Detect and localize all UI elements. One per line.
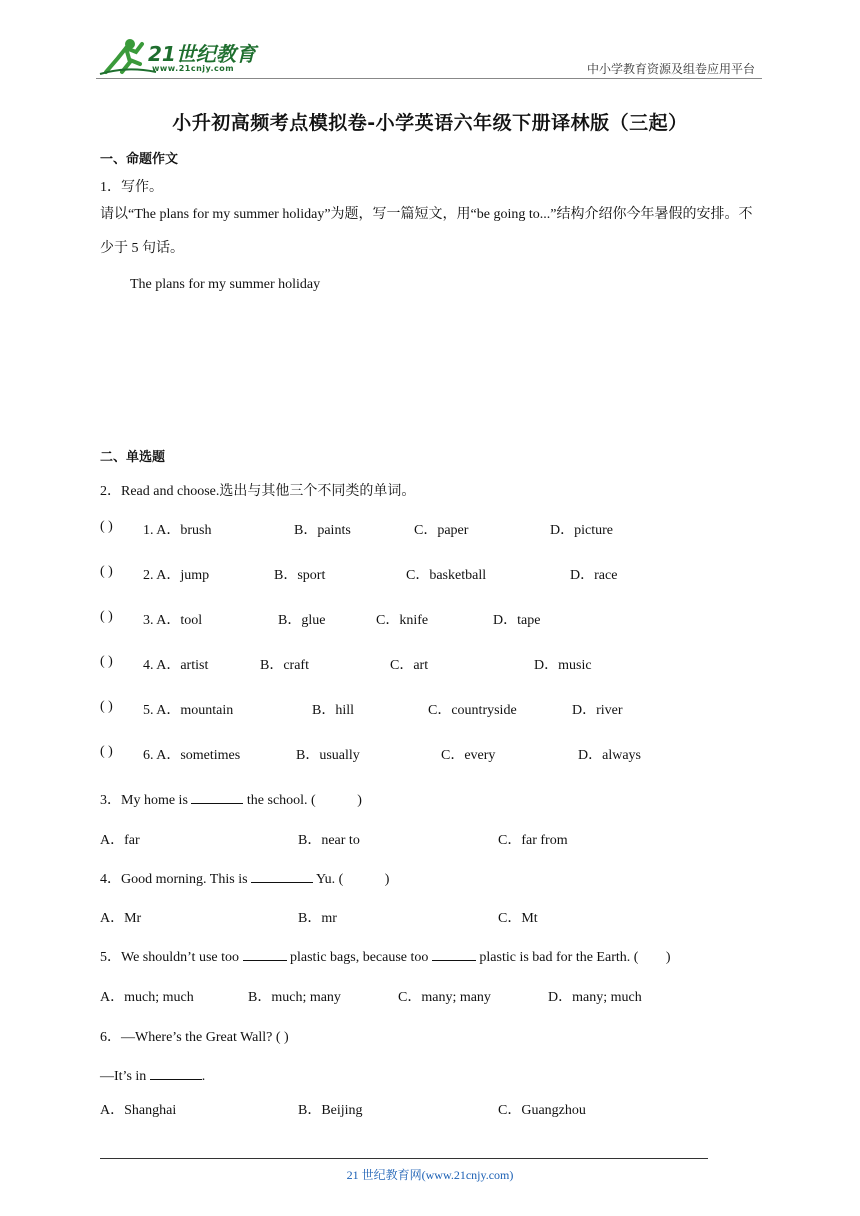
option-c: C．Mt — [498, 911, 538, 926]
page-title: 小升初高频考点模拟卷-小学英语六年级下册译林版（三起） — [172, 112, 688, 134]
question-1-prompt: 请以“The plans for my summer holiday”为题，写一篇短文，用“be going to...”结构介绍你今年暑假的安排。不少于 5 句话。 — [100, 207, 753, 256]
stem-part: ) — [357, 793, 362, 808]
option-c: C．far from — [498, 833, 568, 848]
question-2-item-6 — [0, 744, 860, 764]
stem-part: plastic is bad for the Earth. ( — [479, 950, 639, 965]
option-b: B．Beijing — [298, 1103, 363, 1118]
option-a: 5. A．mountain — [143, 703, 234, 718]
option-a: 6. A．sometimes — [143, 748, 241, 763]
option-b: B．near to — [298, 833, 360, 848]
option-a: A．Mr — [100, 911, 142, 926]
answer-paren[interactable]: ( ) — [100, 744, 113, 759]
stem-part: 3．My home is — [100, 793, 188, 808]
option-c: C．knife — [376, 613, 429, 628]
footer-divider — [100, 1158, 708, 1159]
option-b: B．usually — [296, 748, 360, 763]
question-1-number: 1．写作。 — [100, 180, 163, 195]
stem-part: —It’s in — [100, 1069, 147, 1084]
option-a: A．Shanghai — [100, 1103, 177, 1118]
header-platform-text: 中小学教育资源及组卷应用平台 — [586, 62, 755, 76]
question-2-item-4 — [0, 654, 860, 674]
stem-part: plastic bags, because too — [290, 950, 429, 965]
option-c: C．art — [390, 658, 429, 673]
question-6-answer-line — [100, 1065, 205, 1085]
option-c: C．basketball — [406, 568, 487, 583]
option-a: A．much; much — [100, 990, 194, 1005]
option-c: C．countryside — [428, 703, 517, 718]
fill-blank[interactable] — [251, 868, 313, 883]
option-c: C．Guangzhou — [498, 1103, 586, 1118]
logo-main-text: 21世纪教育 — [148, 42, 256, 66]
footer-link[interactable]: 21 世纪教育网(www.21cnjy.com) — [346, 1168, 514, 1182]
question-2-stem: 2．Read and choose.选出与其他三个不同类的单词。 — [100, 484, 416, 499]
option-a: 1. A．brush — [143, 523, 212, 538]
option-a: A．far — [100, 833, 140, 848]
stem-part: Yu. ( — [316, 872, 344, 887]
question-4-options — [0, 907, 860, 927]
answer-paren[interactable]: ( ) — [100, 609, 113, 624]
option-d: D．many; much — [548, 990, 642, 1005]
question-6-stem: 6．—Where’s the Great Wall? ( ) — [100, 1030, 289, 1045]
option-d: D．river — [572, 703, 623, 718]
option-b: B．craft — [260, 658, 309, 673]
question-6-options — [0, 1099, 860, 1119]
header-divider — [96, 78, 762, 79]
stem-part: ) — [384, 872, 390, 887]
fill-blank[interactable] — [150, 1065, 202, 1080]
question-2-item-2 — [0, 564, 860, 584]
stem-part: 5．We shouldn’t use too — [100, 950, 239, 965]
site-logo — [96, 36, 256, 78]
answer-paren[interactable]: ( ) — [100, 519, 113, 534]
fill-blank[interactable] — [243, 946, 287, 961]
question-3-options — [0, 829, 860, 849]
fill-blank[interactable] — [432, 946, 476, 961]
option-d: D．tape — [493, 613, 541, 628]
question-4-stem — [100, 868, 389, 888]
option-b: B．mr — [298, 911, 337, 926]
question-2-item-3 — [0, 609, 860, 629]
stem-part: . — [201, 1069, 206, 1084]
answer-paren[interactable]: ( ) — [100, 654, 113, 669]
option-d: D．race — [570, 568, 618, 583]
logo-url-text: www.21cnjy.com — [152, 64, 235, 73]
option-b: B．glue — [278, 613, 326, 628]
option-d: D．music — [534, 658, 592, 673]
option-b: B．much; many — [248, 990, 341, 1005]
stem-part: the school. ( — [246, 793, 316, 808]
section-heading-single-choice: 二、单选题 — [100, 450, 166, 465]
answer-paren[interactable]: ( ) — [100, 564, 113, 579]
essay-title: The plans for my summer holiday — [130, 277, 321, 292]
stem-part: ) — [665, 950, 671, 965]
option-d: D．always — [578, 748, 641, 763]
stem-part: 4．Good morning. This is — [100, 872, 248, 887]
question-2-item-1 — [0, 519, 860, 539]
option-c: C．every — [441, 748, 496, 763]
option-a: 2. A．jump — [143, 568, 210, 583]
question-5-options — [0, 986, 860, 1006]
question-5-stem — [100, 946, 671, 966]
option-c: C．paper — [414, 523, 469, 538]
option-b: B．sport — [274, 568, 326, 583]
question-3-stem — [100, 789, 362, 809]
option-b: B．hill — [312, 703, 355, 718]
section-heading-composition: 一、命题作文 — [100, 152, 179, 167]
question-2-item-5 — [0, 699, 860, 719]
option-a: 3. A．tool — [143, 613, 203, 628]
option-a: 4. A．artist — [143, 658, 209, 673]
answer-paren[interactable]: ( ) — [100, 699, 113, 714]
fill-blank[interactable] — [191, 789, 243, 804]
option-d: D．picture — [550, 523, 613, 538]
option-b: B．paints — [294, 523, 351, 538]
option-c: C．many; many — [398, 990, 491, 1005]
